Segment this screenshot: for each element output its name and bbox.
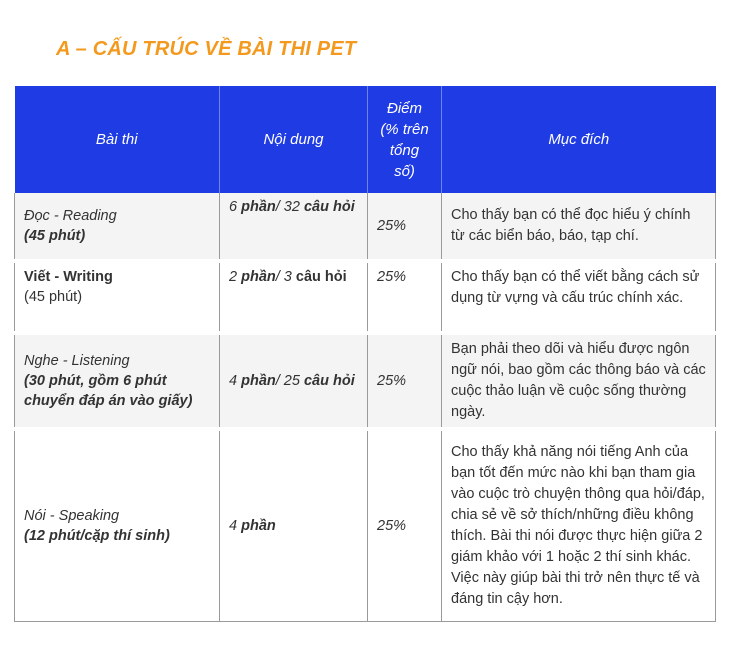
content-cell: 4 phần: [220, 429, 368, 622]
table-row: [15, 429, 716, 622]
page-heading: A – CẤU TRÚC VỀ BÀI THI PET: [56, 38, 357, 60]
purpose-cell: Bạn phải theo dõi và hiểu được ngôn ngữ nói, bao gồm các thông báo và các cuộc thảo luận về cuộc sống thường ngày.: [442, 333, 716, 429]
header-content: Nội dung: [220, 86, 368, 193]
table-row: [15, 333, 716, 429]
exam-name: Đọc - Reading: [24, 208, 117, 224]
table-row: [15, 261, 716, 333]
score-cell: 25%: [368, 429, 442, 622]
exam-cell: [15, 333, 220, 429]
header-purpose: Mục đích: [442, 86, 716, 193]
content-cell: 2 phần/ 3 câu hỏi: [220, 261, 368, 333]
header-exam: Bài thi: [15, 86, 220, 193]
exam-cell: [15, 193, 220, 261]
exam-time: (45 phút): [24, 228, 86, 244]
score-cell: 25%: [368, 261, 442, 333]
exam-name: Viết - Writing: [24, 269, 113, 285]
exam-name: Nói - Speaking: [24, 508, 120, 524]
exam-time: (30 phút, gồm 6 phút chuyển đáp án vào giấy): [24, 373, 193, 409]
content-cell: 6 phần/ 32 câu hỏi: [220, 193, 368, 261]
score-cell: 25%: [368, 333, 442, 429]
exam-cell: [15, 429, 220, 622]
exam-time: (45 phút): [24, 289, 83, 305]
purpose-cell: Cho thấy bạn có thể viết bằng cách sử dụng từ vựng và cấu trúc chính xác.: [442, 261, 716, 333]
score-cell: 25%: [368, 193, 442, 261]
exam-cell: [15, 261, 220, 333]
exam-name: Nghe - Listening: [24, 353, 130, 369]
purpose-cell: Cho thấy bạn có thể đọc hiểu ý chính từ các biển báo, báo, tạp chí.: [442, 193, 716, 261]
purpose-cell: Cho thấy khả năng nói tiếng Anh của bạn tốt đến mức nào khi bạn tham gia vào cuộc trò chuyện thông qua hỏi/đáp, chia sẻ về sở thích/những điều không thích. Bài thi nói được thực hiện giữa 2 giám khảo với 1 hoặc 2 thí sinh khác. Việc này giúp bài thi trở nên thực tế và đáng tin cậy hơn.: [442, 429, 716, 622]
header-score: Điểm (% trên tổng số): [368, 86, 442, 193]
content-cell: 4 phần/ 25 câu hỏi: [220, 333, 368, 429]
exam-time: (12 phút/cặp thí sinh): [24, 528, 170, 544]
table-header-row: [15, 86, 716, 193]
pet-structure-table: [14, 86, 716, 622]
table-row: [15, 193, 716, 261]
